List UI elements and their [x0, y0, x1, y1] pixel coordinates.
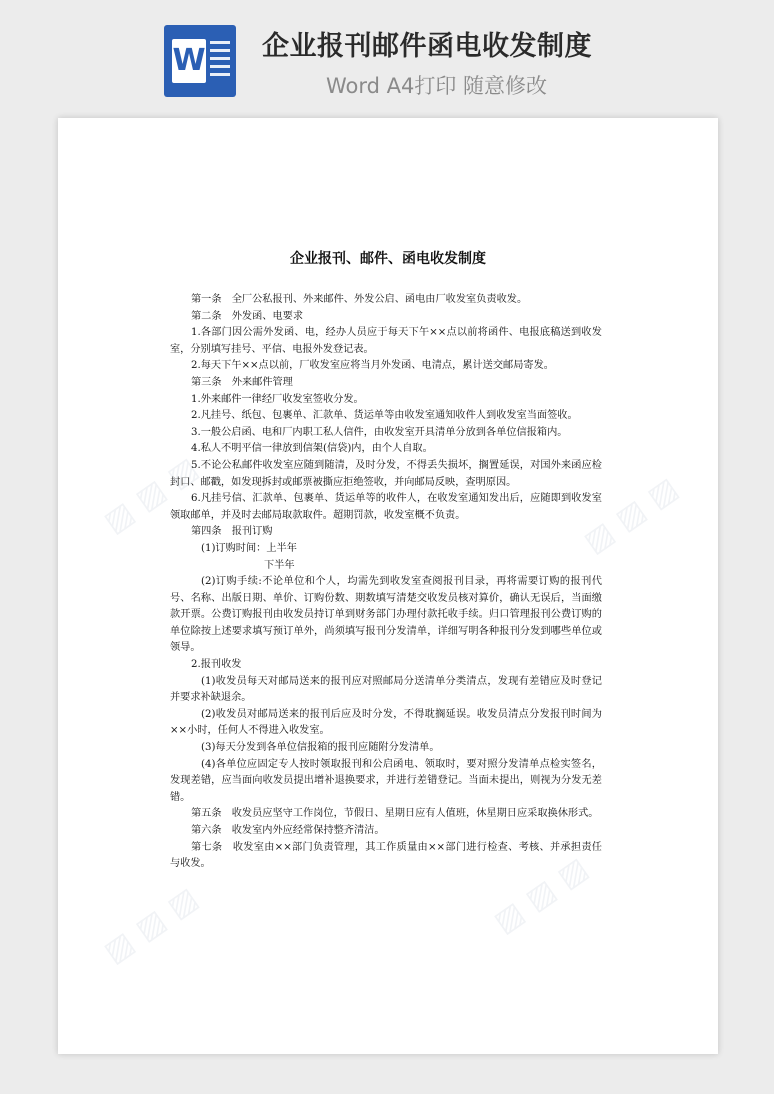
document-paragraph: 下半年 [264, 559, 295, 571]
document-paragraph: (2)订购手续:不论单位和个人，均需先到收发室查阅报刊目录，再将需要订购的报刊代号、名称、出版日期、单价、订购份数、期数填写清楚交收发员核对算价，确认无误后，当面缴款开票。公费订购报刊由收发员持订单到财务部门办理付款托收手续。归口管理报刊公费订购的单位除按上述要求填写预订单外，尚须填写报刊分发清单，详细写明各种报刊分发到哪些单位或领导。 [170, 576, 602, 654]
document-paragraph: (1)收发员每天对邮局送来的报刊应对照邮局分送清单分类清点，发现有差错应及时登记并要求补缺退余。 [170, 675, 602, 704]
document-paragraph: (1)订购时间：上半年 [201, 542, 297, 554]
document-paragraph: 5.不论公私邮件收发室应随到随清，及时分发，不得丢失损坏，搁置延误，对国外来函应检封口、邮戳，如发现拆封或邮票被撕应拒绝签收，并向邮局反映，查明原因。 [170, 459, 602, 488]
watermark: ▨ ▨ ▨ [487, 850, 595, 941]
watermark: ▨ ▨ ▨ [97, 880, 205, 971]
document-paragraph: 4.私人不明平信一律放到信架(信袋)内，由个人自取。 [191, 443, 433, 455]
document-paragraph: 第四条 报刊订购 [191, 526, 273, 538]
word-icon-lines [210, 41, 230, 81]
template-subtitle: Word A4打印 随意修改 [326, 74, 548, 98]
document-paragraph: 2.凡挂号、纸包、包裹单、汇款单、货运单等由收发室通知收件人到收发室当面签收。 [191, 410, 578, 422]
document-paragraph: (4)各单位应固定专人按时领取报刊和公启函电、领取时，要对照分发清单点检实签名，发现差错，应当面向收发员提出增补退换要求，并进行差错登记。当面未提出，则视为分发无差错。 [170, 758, 602, 803]
document-page [58, 118, 718, 1054]
document-paragraph: 6.凡挂号信、汇款单、包裹单、货运单等的收件人，在收发室通知发出后，应随即到收发室领取邮单，并及时去邮局取款取件。超期罚款，收发室概不负责。 [170, 493, 602, 521]
document-paragraph: 2.报刊收发 [191, 659, 242, 671]
document-body [170, 292, 602, 873]
document-paragraph: 3.一般公启函、电和厂内职工私人信件，由收发室开具清单分放到各单位信报箱内。 [191, 426, 568, 438]
word-icon-letter: W [172, 39, 206, 83]
document-paragraph: 2.每天下午××点以前，厂收发室应将当月外发函、电清点，累计送交邮局寄发。 [191, 360, 554, 372]
document-paragraph: 第五条 收发员应坚守工作岗位，节假日、星期日应有人值班，休星期日应采取换休形式。 [191, 808, 599, 820]
document-paragraph: 第六条 收发室内外应经常保持整齐清洁。 [191, 825, 385, 836]
document-paragraph: (2)收发员对邮局送来的报刊后应及时分发，不得耽搁延误。收发员清点分发报刊时间为××小时，任何人不得进入收发室。 [170, 708, 602, 737]
document-paragraph: 1.各部门因公需外发函、电，经办人员应于每天下午××点以前将函件、电报底稿送到收发室，分别填写挂号、平信、电报外发登记表。 [170, 327, 602, 355]
document-paragraph: 第一条 全厂公私报刊、外来邮件、外发公启、函电由厂收发室负责收发。 [191, 294, 528, 305]
word-document-icon [164, 25, 236, 97]
document-paragraph: (3)每天分发到各单位信报箱的报刊应随附分发清单。 [201, 742, 440, 754]
document-paragraph: 第二条 外发函、电要求 [191, 310, 304, 322]
page-header [0, 0, 774, 110]
template-title: 企业报刊邮件函电收发制度 [262, 31, 592, 62]
document-title: 企业报刊、邮件、函电收发制度 [290, 251, 486, 267]
document-paragraph: 第七条 收发室由××部门负责管理，其工作质量由××部门进行检查、考核、并承担责任与收发。 [170, 841, 602, 870]
document-paragraph: 1.外来邮件一律经厂收发室签收分发。 [191, 393, 364, 405]
document-paragraph: 第三条 外来邮件管理 [191, 376, 293, 388]
watermark: ▨ ▨ ▨ [577, 470, 685, 561]
watermark: ▨ ▨ ▨ [97, 450, 205, 541]
